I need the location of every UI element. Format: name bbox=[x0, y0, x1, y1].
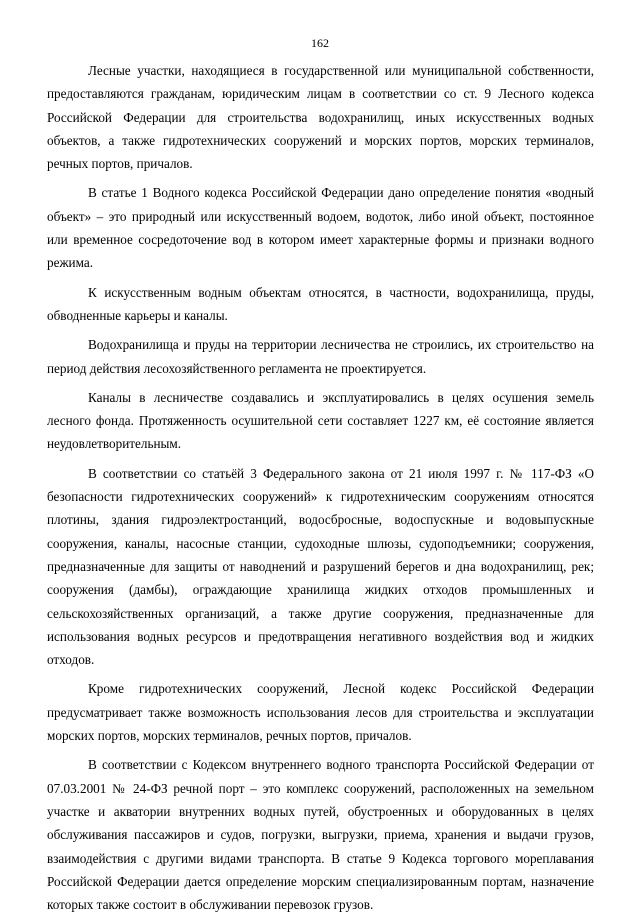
paragraph-ports-construction: Кроме гидротехнических сооружений, Лесной кодекс Российской Федерации предусматривает также возможность использования лесов для строительства и эксплуатации морских портов, морских терминалов, речных портов, причалов. bbox=[47, 681, 594, 744]
paragraph-artificial-water-objects: К искусственным водным объектам относятся, в частности, водохранилища, пруды, обводненные карьеры и каналы. bbox=[47, 284, 594, 323]
document-body bbox=[47, 59, 594, 916]
page-number: 162 bbox=[311, 36, 329, 50]
paragraph-drainage-canals: Каналы в лесничестве создавались и эксплуатировались в целях осушения земель лесного фонда. Протяженность осушительной сети составляет 1227 км, её состояние является неудовлетворительным. bbox=[47, 389, 594, 452]
paragraph-reservoirs-ponds: Водохранилища и пруды на территории лесничества не строились, их строительство на период действия лесохозяйственного регламента не проектируется. bbox=[47, 337, 594, 376]
paragraph-river-port-definition: В соответствии с Кодексом внутреннего водного транспорта Российской Федерации от 07.03.2001 № 24-ФЗ речной порт – это комплекс сооружений, расположенных на земельном участке и акватории внутренних водных путей, обустроенных и оборудованных в целях обслуживания пассажиров и судов, погрузки, выгрузки, приема, хранения и выдачи грузов, взаимодействия с другими видами транспорта. В статье 9 Кодекса торгового мореплавания Российской Федерации дается определение морским специализированным портам, назначение которых также состоит в обслуживании перевозок грузов. bbox=[47, 757, 594, 913]
paragraph-land-plots: Лесные участки, находящиеся в государственной или муниципальной собственности, предоставляются гражданам, юридическим лицам в соответствии со ст. 9 Лесного кодекса Российской Федерации для строительства водохранилищ, иных искусственных водных объектов, а также гидротехнических сооружений и морских портов, морских терминалов, речных портов, причалов. bbox=[47, 63, 594, 172]
paragraph-hydrotechnical-structures: В соответствии со статьёй 3 Федерального закона от 21 июля 1997 г. № 117-ФЗ «О безопасности гидротехнических сооружений» к гидротехническим сооружениям относятся плотины, здания гидроэлектростанций, водосбросные, водоспускные и водовыпускные сооружения, каналы, насосные станции, судоходные шлюзы, судоподъемники; сооружения, предназначенные для защиты от наводнений и разрушений берегов и дна водохранилищ, рек; сооружения (дамбы), ограждающие хранилища жидких отходов промышленных и сельскохозяйственных организаций, а также другие сооружения, предназначенные для использования водных ресурсов и предотвращения негативного воздействия вод и жидких отходов. bbox=[47, 465, 594, 668]
paragraph-water-object-definition: В статье 1 Водного кодекса Российской Федерации дано определение понятия «водный объект» – это природный или искусственный водоем, водоток, либо иной объект, постоянное или временное сосредоточение вод в котором имеет характерные формы и признаки водного режима. bbox=[47, 185, 594, 271]
